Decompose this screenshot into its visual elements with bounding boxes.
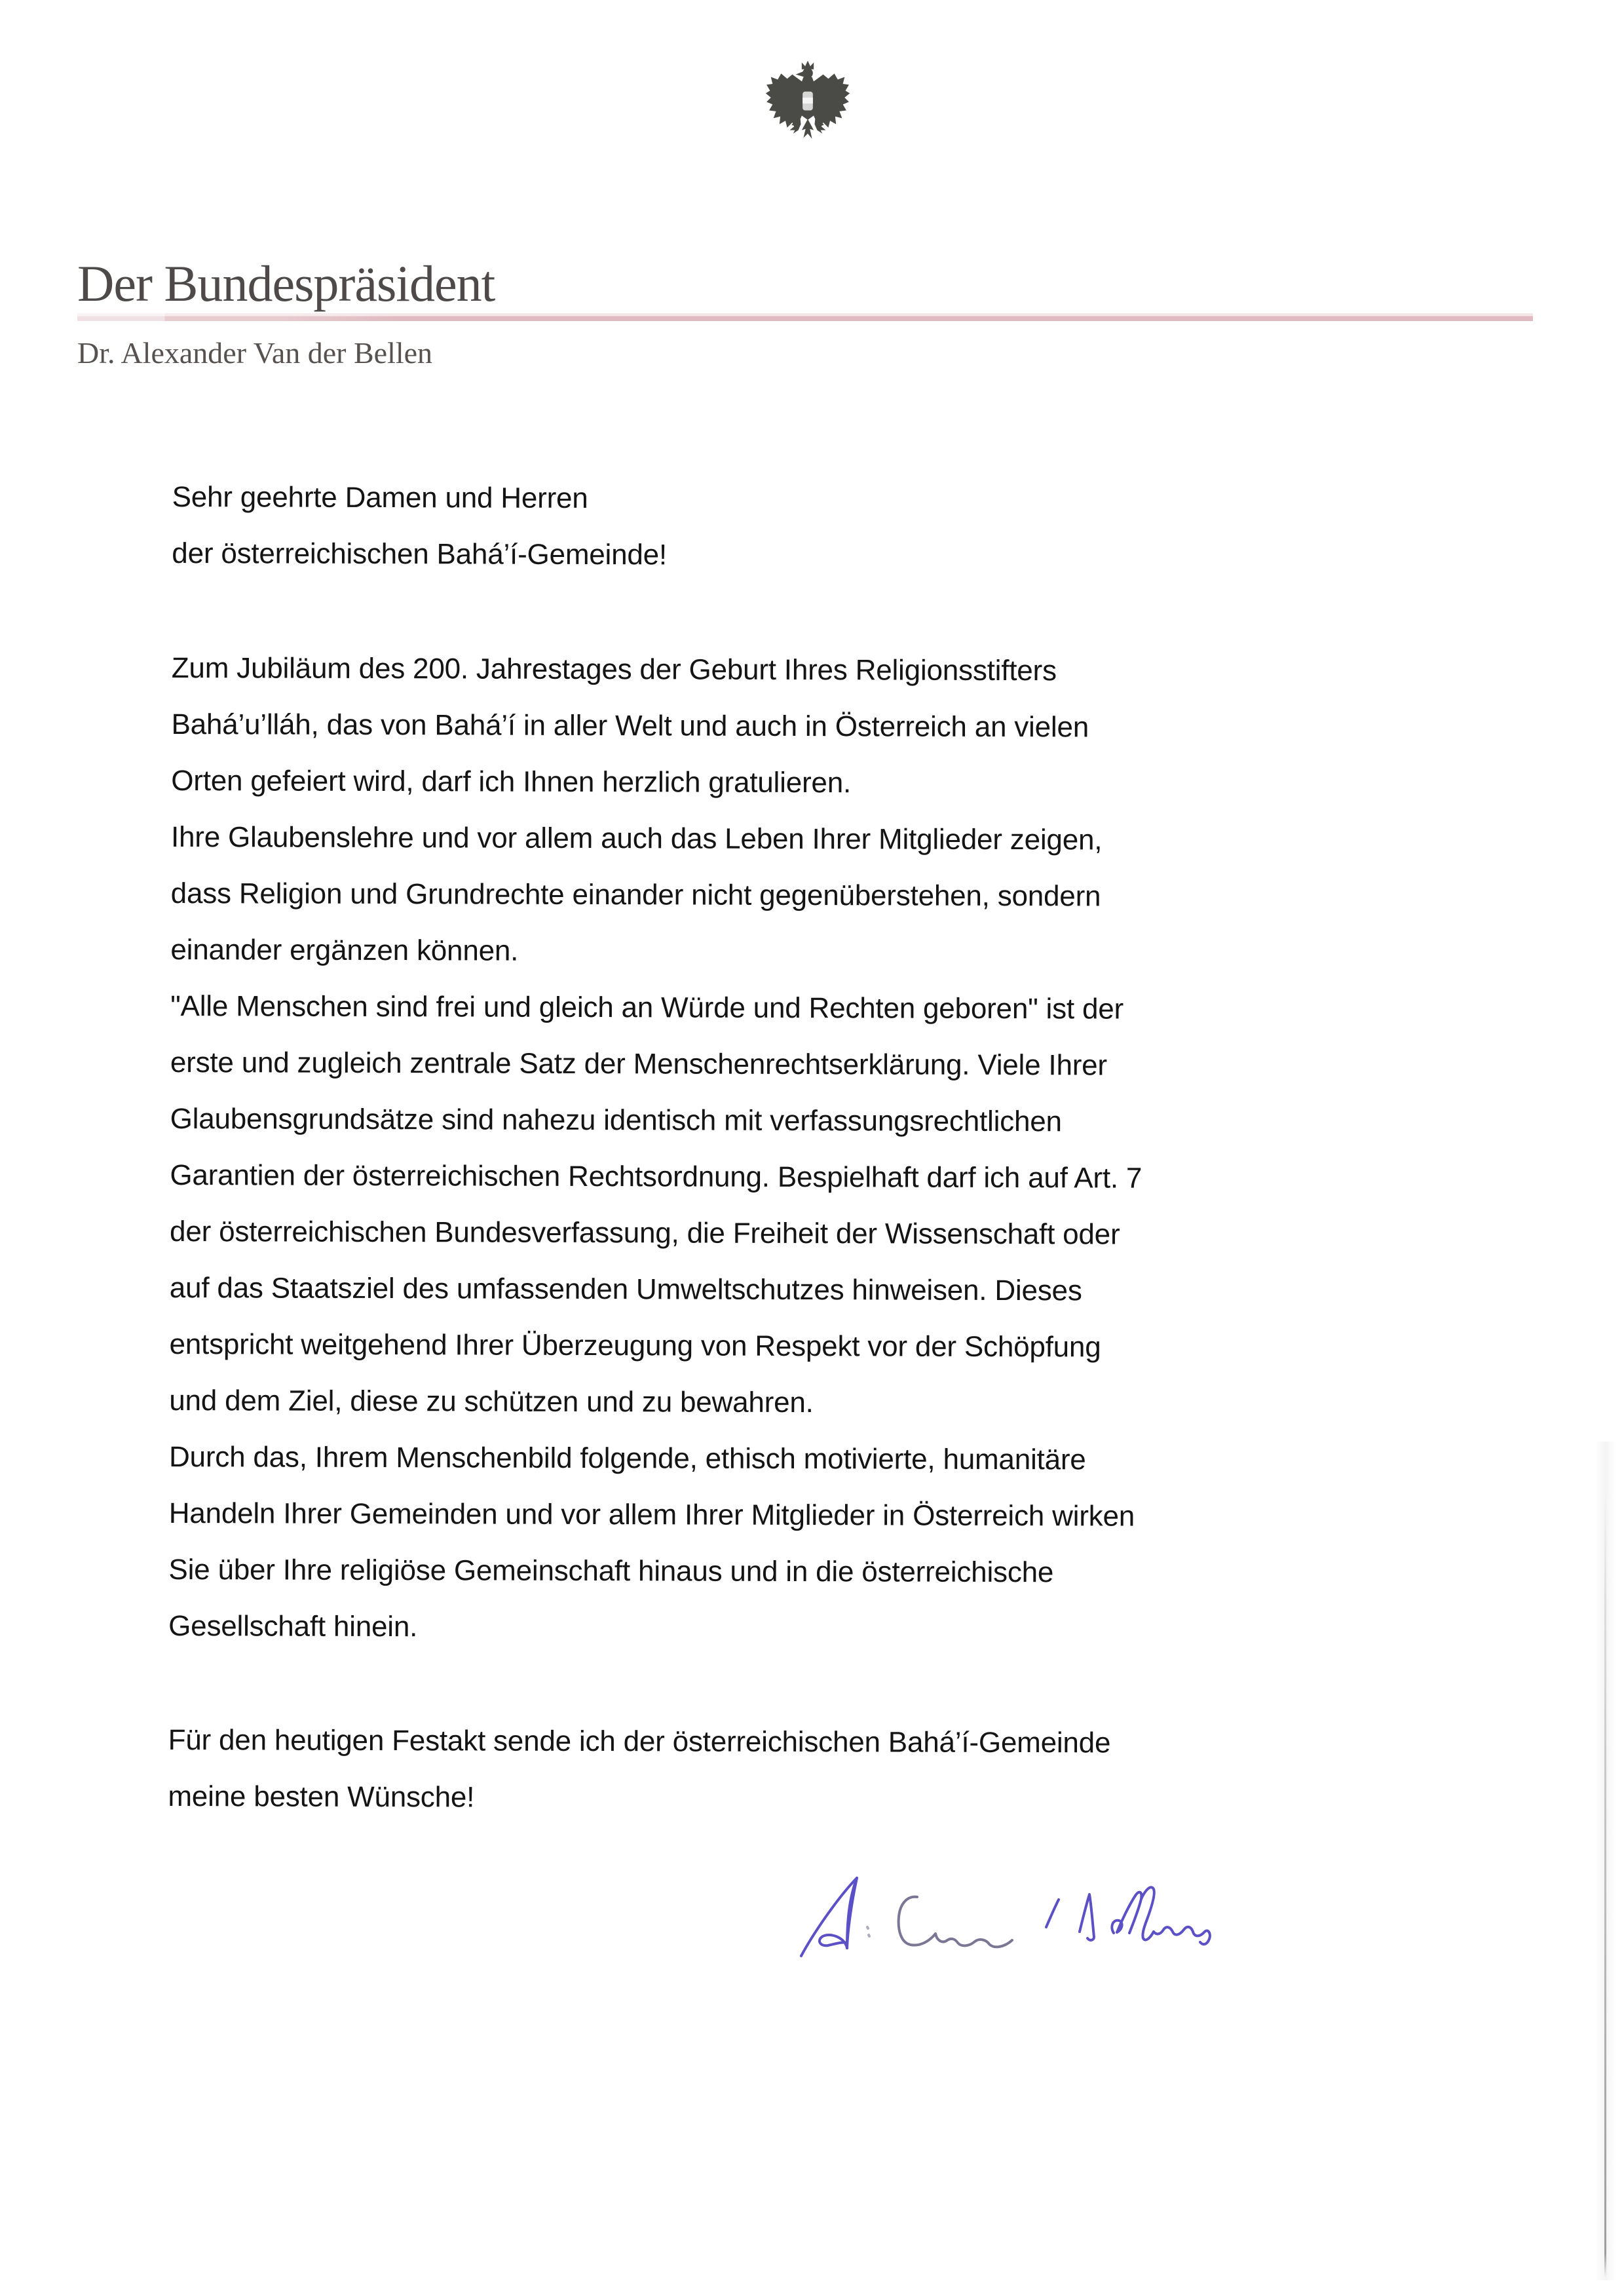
text-line: Handeln Ihrer Gemeinden und vor allem Ihrer Mitglieder in Österreich wirken	[168, 1497, 1135, 1533]
letter-main-paragraphs	[168, 640, 1144, 1658]
text-line: Bahá’u’lláh, das von Bahá’í in aller Welt und auch in Österreich an vielen	[171, 708, 1089, 744]
letterhead-rule	[77, 313, 1533, 321]
austrian-eagle-emblem	[765, 59, 851, 153]
letterhead-subtitle: Dr. Alexander Van der Bellen	[77, 336, 433, 370]
letterhead-title: Der Bundespräsident	[77, 255, 495, 312]
text-line: einander ergänzen können.	[170, 933, 519, 967]
text-line: Sehr geehrte Damen und Herren	[172, 480, 588, 514]
text-line: Glaubensgrundsätze sind nahezu identisch mit verfassungsrechtlichen	[170, 1102, 1062, 1138]
text-line: Sie über Ihre religiöse Gemeinschaft hinaus und in die österreichische	[168, 1553, 1054, 1589]
text-line: Gesellschaft hinein.	[168, 1609, 418, 1643]
text-line: entspricht weitgehend Ihrer Überzeugung von Respekt vor der Schöpfung	[169, 1328, 1101, 1364]
text-line: meine besten Wünsche!	[168, 1780, 475, 1814]
text-line: auf das Staatsziel des umfassenden Umweltschutzes hinweisen. Dieses	[169, 1271, 1082, 1307]
text-line: der österreichischen Bundesverfassung, die Freiheit der Wissenschaft oder	[170, 1215, 1120, 1251]
salutation	[172, 469, 667, 583]
scan-artifact-line	[1604, 1494, 1606, 2277]
text-line: dass Religion und Grundrechte einander nicht gegenüberstehen, sondern	[170, 877, 1101, 913]
text-line: der österreichischen Bahá’í-Gemeinde!	[172, 537, 668, 571]
text-line: Durch das, Ihrem Menschenbild folgende, ethisch motivierte, humanitäre	[168, 1440, 1086, 1476]
text-line: und dem Ziel, diese zu schützen und zu bewahren.	[169, 1384, 814, 1419]
text-line: Orten gefeiert wird, darf ich Ihnen herzlich gratulieren.	[171, 764, 852, 799]
text-line: Für den heutigen Festakt sende ich der österreichischen Bahá’í-Gemeinde	[168, 1723, 1111, 1759]
text-line: Zum Jubiläum des 200. Jahrestages der Geburt Ihres Religionsstifters	[171, 651, 1057, 687]
text-line: Ihre Glaubenslehre und vor allem auch das Leben Ihrer Mitglieder zeigen,	[170, 820, 1103, 856]
text-line: Garantien der österreichischen Rechtsordnung. Bespielhaft darf ich auf Art. 7	[170, 1158, 1142, 1195]
text-line: erste und zugleich zentrale Satz der Menschenrechtserklärung. Viele Ihrer	[170, 1046, 1108, 1082]
closing-paragraph	[168, 1712, 1110, 1828]
text-line: "Alle Menschen sind frei und gleich an Würde und Rechten geboren" ist der	[170, 989, 1124, 1025]
signature-handwriting	[786, 1869, 1218, 1968]
